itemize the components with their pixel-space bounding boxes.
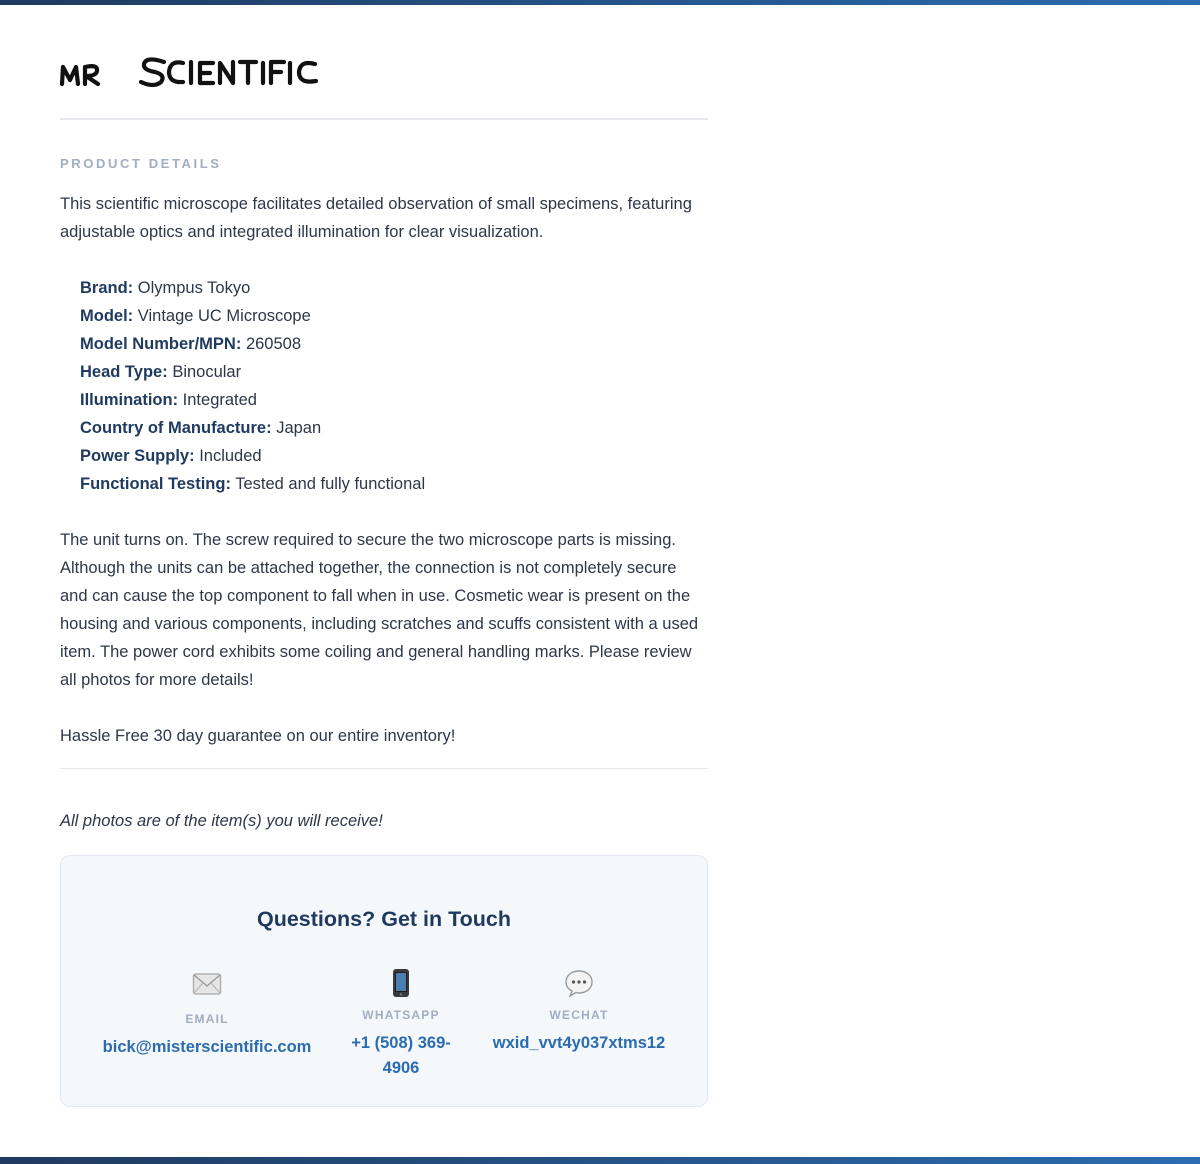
brand-logo [60,50,360,94]
spec-label: Power Supply: [80,447,195,465]
condition-description: The unit turns on. The screw required to secure the two microscope parts is missing. Although the units can be attached together, the connection is not completely secure and can cause the top component to fall when in use. Cosmetic wear is present on the housing and various components, including scratches and scuffs consistent with a used item. The power cord exhibits some coiling and general handling marks. Please review all photos for more details! [60,531,699,689]
guarantee-text: Hassle Free 30 day guarantee on our entire inventory! [60,727,456,745]
spec-label: Illumination: [80,391,179,409]
spec-value: Included [199,447,262,465]
spec-label: Model Number/MPN: [80,335,242,353]
spec-list [80,274,425,498]
contact-title: Questions? Get in Touch [256,907,512,931]
spec-item-illumination [80,386,425,414]
spec-item-power-supply [80,442,425,470]
spec-label: Functional Testing: [80,475,231,493]
spec-label: Country of Manufacture: [80,419,272,437]
header-divider [60,118,708,120]
spec-label: Brand: [80,279,134,297]
spec-value: Tested and fully functional [235,475,426,493]
contact-email [91,968,323,1060]
spec-value: Vintage UC Microscope [137,307,311,325]
contact-whatsapp-label: WHATSAPP [362,1008,440,1022]
spec-item-functional-testing [80,470,425,498]
spec-label: Model: [80,307,134,325]
contact-wechat [475,968,683,1056]
contact-email-label: EMAIL [185,1012,229,1026]
whatsapp-link[interactable]: +1 (508) 369-4906 [351,1034,451,1077]
spec-item-mpn [80,330,425,358]
brand-logo-lettering [60,50,360,94]
spec-item-model [80,302,425,330]
envelope-icon [91,972,323,1002]
spec-label: Head Type: [80,363,168,381]
contact-whatsapp [351,968,451,1081]
spec-value: Japan [276,419,322,437]
contact-card [60,855,708,1107]
spec-item-country [80,414,425,442]
spec-item-head-type [80,358,425,386]
photos-note: All photos are of the item(s) you will receive! [60,812,383,830]
spec-value: Binocular [172,363,242,381]
top-accent-bar [0,0,1200,5]
section-label: PRODUCT DETAILS [60,156,222,171]
email-link[interactable]: bick@misterscientific.com [102,1038,312,1056]
contact-wechat-label: WECHAT [549,1008,609,1022]
bottom-accent-bar [0,1157,1200,1164]
spec-value: Olympus Tokyo [137,279,251,297]
spec-value: 260508 [245,335,301,353]
content-divider [60,768,708,769]
spec-item-brand [80,274,425,302]
mobile-phone-icon [351,968,451,998]
wechat-id[interactable]: wxid_vvt4y037xtms12 [492,1034,666,1052]
spec-value: Integrated [182,391,257,409]
speech-bubble-icon [475,968,683,998]
product-intro: This scientific microscope facilitates detailed observation of small specimens, featuring adjustable optics and integrated illumination for clear visualization. [60,195,692,241]
